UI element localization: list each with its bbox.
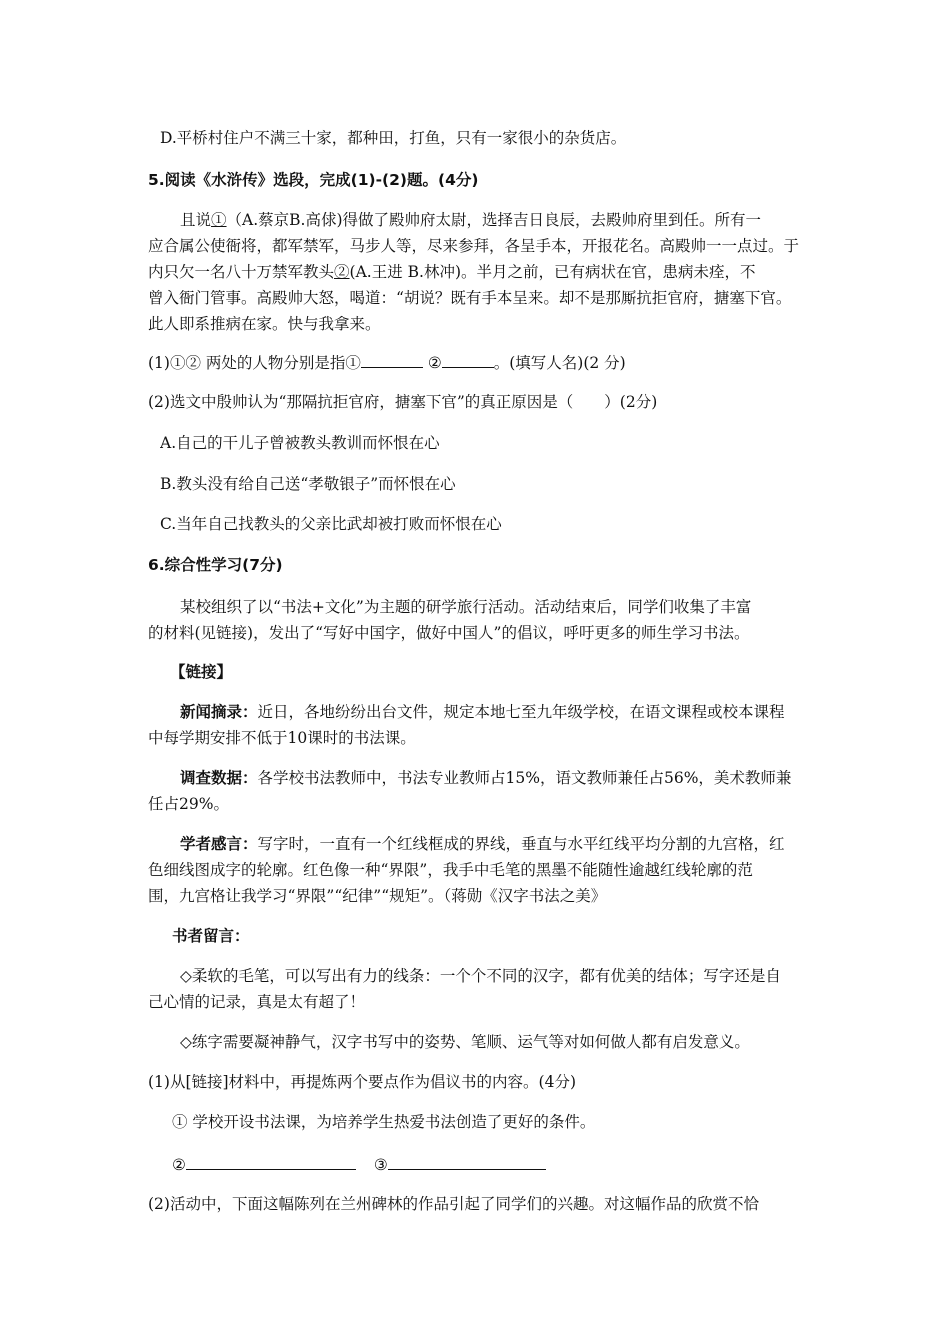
writer-note-2: ◇练字需要凝神静气，汉字书写中的姿势、笔顺、运气等对如何做人都有启发意义。 — [180, 1033, 750, 1051]
blank-mark-1: ① — [211, 211, 227, 229]
news-line-1: 新闻摘录：近日，各地纷纷出台文件，规定本地七至九年级学校，在语文课程或校本课程 — [180, 703, 785, 721]
q5-option-c: C.当年自己找教头的父亲比武却被打败而怀恨在心 — [160, 515, 502, 533]
q4-option-d: D.平桥村住户不满三十家，都种田，打鱼，只有一家很小的杂货店。 — [160, 129, 627, 147]
q5-title: 5.阅读《水浒传》选段，完成(1)-(2)题。(4分) — [148, 171, 479, 189]
q6-sub1: (1)从[链接]材料中，再提炼两个要点作为倡议书的内容。(4分) — [148, 1073, 577, 1091]
q5-passage-line-1: 且说①（A.蔡京B.高俅)得做了殿帅府太尉，选择吉日良辰，去殿帅府里到任。所有一 — [180, 211, 762, 229]
q6-intro-line-1: 某校组织了以“书法+文化”为主题的研学旅行活动。活动结束后，同学们收集了丰富 — [180, 598, 752, 616]
q5-sub1: (1)①② 两处的人物分别是指① ② 。(填写人名)(2 分) — [148, 349, 812, 376]
q5-passage-line-2: 应合属公使衙将，都军禁军，马步人等，尽来参拜，各呈手本，开报花名。高殿帅一一点过。于 — [148, 237, 800, 255]
q5-option-b: B.教头没有给自己送“孝敬银子”而怀恨在心 — [160, 475, 456, 493]
q5-option-a: A.自己的干儿子曾被教头教训而怀恨在心 — [160, 434, 440, 452]
writer-label: 书者留言： — [172, 927, 250, 945]
writer-note-1-line-1: ◇柔软的毛笔，可以写出有力的线条：一个个不同的汉字，都有优美的结体；写字还是自 — [180, 967, 781, 985]
news-line-2: 中每学期安排不低于10课时的书法课。 — [148, 729, 416, 747]
link-label: 【链接】 — [170, 663, 233, 681]
answer-blank-point-2[interactable] — [186, 1151, 356, 1170]
scholar-line-2: 色细线图成字的轮廓。红色像一种“界限”，我手中毛笔的黑墨不能随性逾越红线轮廓的范 — [148, 861, 753, 879]
answer-blank-2[interactable] — [442, 349, 494, 368]
q6-point-1: ① 学校开设书法课，为培养学生热爱书法创造了更好的条件。 — [172, 1113, 596, 1131]
scholar-line-1: 学者感言：写字时，一直有一个红线框成的界线，垂直与水平红线平均分割的九宫格，红 — [180, 835, 785, 853]
q5-passage-line-3: 内只欠一名八十万禁军教头②(A.王进 B.林冲)。半月之前，已有病状在官，患病未痊，不 — [148, 263, 756, 281]
survey-line-1: 调查数据：各学校书法教师中，书法专业教师占15%，语文教师兼任占56%，美术教师兼 — [180, 769, 792, 787]
writer-note-1-line-2: 己心情的记录，真是太有超了！ — [148, 993, 366, 1011]
q5-sub2: (2)选文中殷帅认为“那隔抗拒官府，搪塞下官”的真正原因是（ ）(2分) — [148, 393, 658, 411]
q5-passage-line-5: 此人即系推病在家。快与我拿来。 — [148, 315, 381, 333]
blank-mark-2: ② — [334, 263, 350, 281]
scholar-line-3: 围，九宫格让我学习“界限”“纪律”“规矩”。（蒋勋《汉字书法之美》 — [148, 887, 607, 905]
q6-intro-line-2: 的材料(见链接)，发出了“写好中国字，做好中国人”的倡议，呼吁更多的师生学习书法。 — [148, 624, 750, 642]
q6-title: 6.综合性学习(7分) — [148, 556, 283, 574]
survey-line-2: 任占29%。 — [148, 795, 229, 813]
q6-points-2-3: ② ③ — [172, 1151, 836, 1178]
answer-blank-1[interactable] — [361, 349, 423, 368]
q6-sub2: (2)活动中，下面这幅陈列在兰州碑林的作品引起了同学们的兴趣。对这幅作品的欣赏不恰 — [148, 1195, 759, 1213]
q5-passage-line-4: 曾入衙门管事。高殿帅大怒，喝道：“胡说？既有手本呈来。却不是那厮抗拒官府，搪塞下官。 — [148, 289, 792, 307]
answer-blank-point-3[interactable] — [388, 1151, 546, 1170]
